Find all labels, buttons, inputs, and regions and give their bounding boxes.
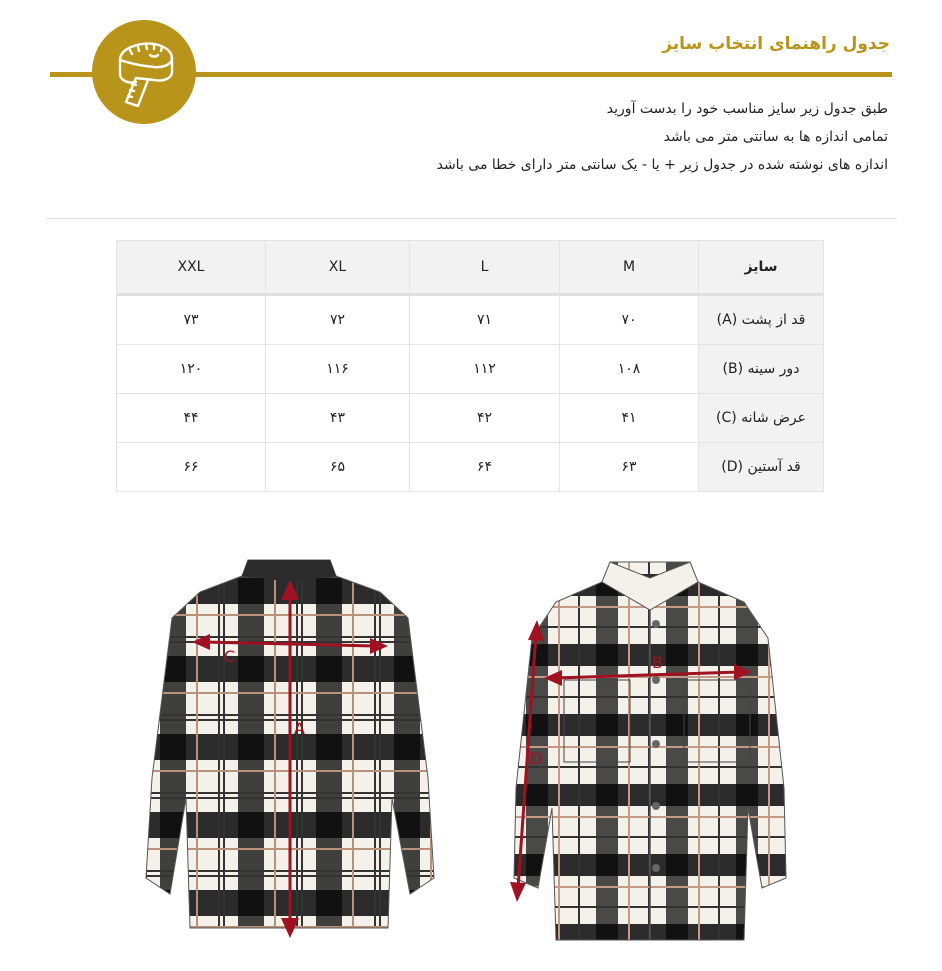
size-table [116, 240, 824, 492]
table-cell: ۴۱ [560, 394, 699, 443]
row-label: دور سینه (B) [699, 345, 824, 394]
row-label: قد از پشت (A) [699, 295, 824, 345]
table-row [117, 345, 824, 394]
table-row [117, 394, 824, 443]
table-cell: ۶۶ [117, 443, 266, 492]
row-label: قد آستین (D) [699, 443, 824, 492]
label-D: D [530, 749, 543, 768]
note-line: اندازه های نوشته شده در جدول زیر + یا - یک سانتی متر دارای خطا می باشد [436, 157, 888, 173]
table-cell: ۱۱۲ [410, 345, 560, 394]
row-label: عرض شانه (C) [699, 394, 824, 443]
table-row [117, 443, 824, 492]
column-header: M [560, 241, 699, 295]
note-line: تمامی اندازه ها به سانتی متر می باشد [663, 129, 888, 145]
column-header-size: سایز [699, 241, 824, 295]
section-divider [46, 218, 897, 219]
table-cell: ۷۳ [117, 295, 266, 345]
table-cell: ۶۵ [266, 443, 410, 492]
table-cell: ۶۴ [410, 443, 560, 492]
size-notes [437, 95, 888, 179]
page-title: جدول راهنمای انتخاب سایز [662, 34, 890, 54]
column-header: XL [266, 241, 410, 295]
table-cell: ۴۴ [117, 394, 266, 443]
table-cell: ۴۲ [410, 394, 560, 443]
table-cell: ۷۱ [410, 295, 560, 345]
shirt-back-illustration [130, 548, 450, 948]
table-cell: ۴۳ [266, 394, 410, 443]
label-A: A [294, 719, 305, 738]
table-cell: ۷۲ [266, 295, 410, 345]
table-cell: ۶۳ [560, 443, 699, 492]
table-cell: ۱۰۸ [560, 345, 699, 394]
table-cell: ۱۲۰ [117, 345, 266, 394]
note-line: طبق جدول زیر سایز مناسب خود را بدست آورید [606, 101, 888, 117]
label-B: B [652, 653, 663, 672]
column-header: XXL [117, 241, 266, 295]
measuring-tape-icon [92, 20, 196, 124]
table-header-row [117, 241, 824, 295]
table-cell: ۷۰ [560, 295, 699, 345]
table-cell: ۱۱۶ [266, 345, 410, 394]
column-header: L [410, 241, 560, 295]
label-C: C [224, 647, 236, 666]
table-row [117, 295, 824, 345]
shirt-front-illustration [500, 548, 800, 948]
